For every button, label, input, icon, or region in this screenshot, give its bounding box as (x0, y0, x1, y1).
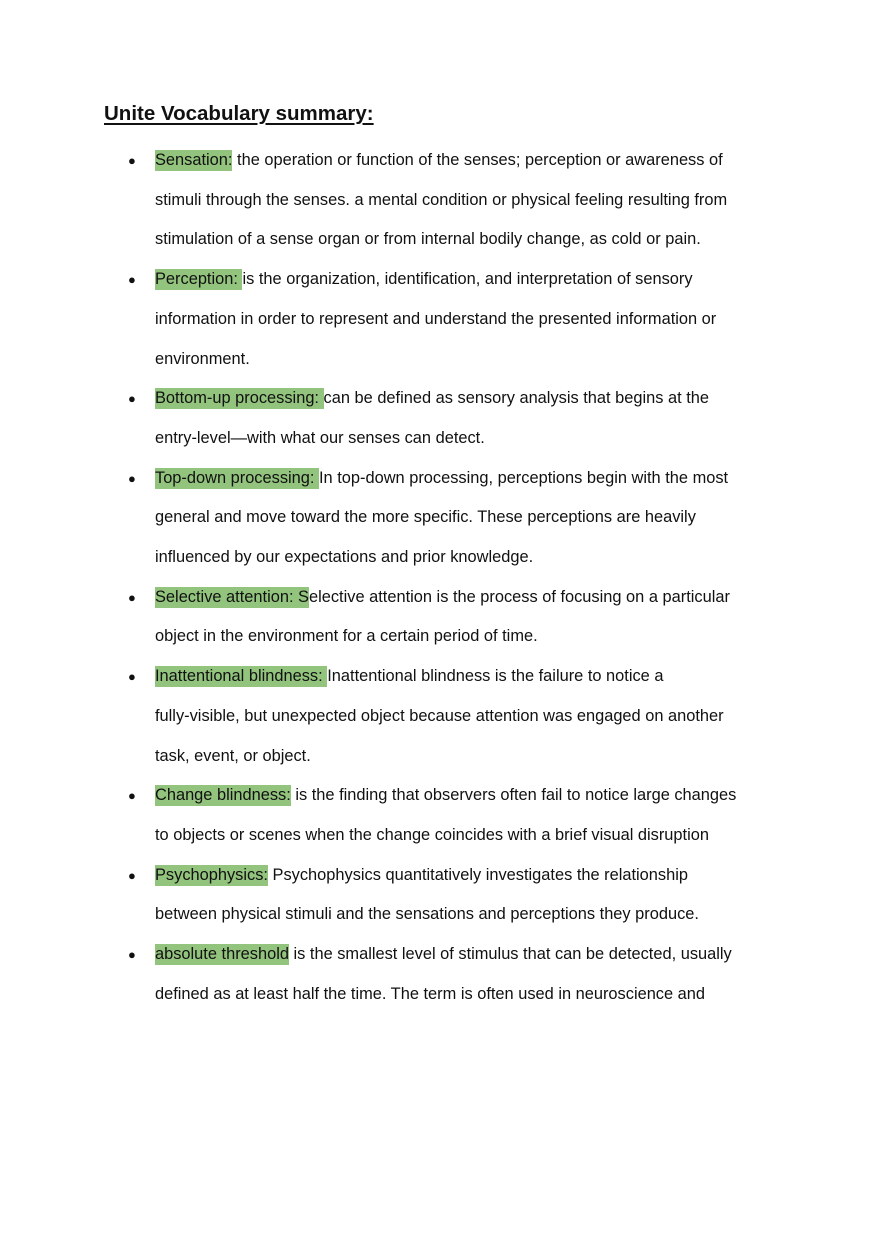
term-highlight: Inattentional blindness: (155, 667, 328, 686)
definition-text: object in the environment for a certain period of time. (155, 627, 538, 646)
definition-text: information in order to represent and understand the presented information or (155, 309, 717, 328)
term-highlight: absolute threshold (155, 945, 289, 964)
term-highlight: Sensation: (155, 151, 233, 169)
definition-text: fully-visible, but unexpected object because attention was engaged on another (155, 706, 724, 725)
text-line (155, 776, 773, 816)
definition-text: the operation or function of the senses; perception or awareness of (232, 151, 723, 169)
page-title: Unite Vocabulary summary: (104, 102, 374, 125)
term-highlight: Change blindness: (155, 786, 291, 805)
bullet-icon: ● (128, 589, 136, 605)
definition-text: is the organization, identification, and interpretation of sensory (242, 270, 693, 289)
definition-text: can be defined as sensory analysis that begins at the (323, 389, 709, 408)
bullet-icon: ● (128, 153, 136, 168)
definition-text: In top-down processing, perceptions begin with the most (319, 468, 729, 487)
text-line (155, 260, 773, 300)
text-line (155, 856, 773, 896)
definition-text: stimuli through the senses. a mental condition or physical feeling resulting from (155, 190, 728, 209)
text-line (155, 657, 773, 697)
bullet-icon: ● (128, 470, 136, 486)
definition-text: to objects or scenes when the change coincides with a brief visual disruption (155, 825, 709, 844)
definition-text: is the smallest level of stimulus that can be detected, usually (288, 945, 732, 964)
definition-text: defined as at least half the time. The term is often used in neuroscience and (155, 984, 706, 1003)
text-line (155, 459, 773, 499)
definition-text: between physical stimuli and the sensations and perceptions they produce. (155, 905, 699, 924)
list-item (128, 260, 773, 379)
text-line (155, 141, 773, 181)
definition-text: stimulation of a sense organ or from internal bodily change, as cold or pain. (155, 230, 701, 249)
bullet-icon: ● (128, 391, 136, 407)
vocabulary-list (128, 141, 773, 1014)
term-highlight: Perception: (155, 270, 243, 289)
definition-text: general and move toward the more specific. These perceptions are heavily (155, 508, 696, 527)
definition-text: Inattentional blindness is the failure to notice a (327, 667, 664, 686)
definition-text: influenced by our expectations and prior knowledge. (155, 548, 534, 567)
list-item (128, 141, 773, 260)
definition-text: entry-level—with what our senses can detect. (155, 428, 485, 447)
list-item (128, 578, 773, 657)
list-item (128, 459, 773, 578)
definition-text: environment. (155, 349, 250, 368)
definition-text: is the finding that observers often fail to notice large changes (290, 786, 737, 805)
list-item (128, 935, 773, 1014)
definition-text: Psychophysics quantitatively investigates the relationship (267, 865, 688, 884)
bullet-icon: ● (128, 788, 136, 804)
bullet-icon: ● (128, 272, 136, 288)
text-line (155, 935, 773, 975)
text-line (155, 379, 773, 419)
definition-text: task, event, or object. (155, 746, 311, 765)
bullet-icon: ● (128, 867, 136, 883)
list-item (128, 776, 773, 855)
bullet-icon: ● (128, 947, 136, 963)
term-highlight: Selective attention: S (155, 587, 309, 606)
list-item (128, 379, 773, 458)
term-highlight: Top-down processing: (155, 468, 319, 487)
term-highlight: Psychophysics: (155, 865, 268, 884)
text-line (155, 578, 773, 618)
list-item (128, 856, 773, 935)
term-highlight: Bottom-up processing: (155, 389, 324, 408)
definition-text: elective attention is the process of focusing on a particular (308, 587, 730, 606)
bullet-icon: ● (128, 669, 136, 685)
list-item (128, 657, 773, 776)
